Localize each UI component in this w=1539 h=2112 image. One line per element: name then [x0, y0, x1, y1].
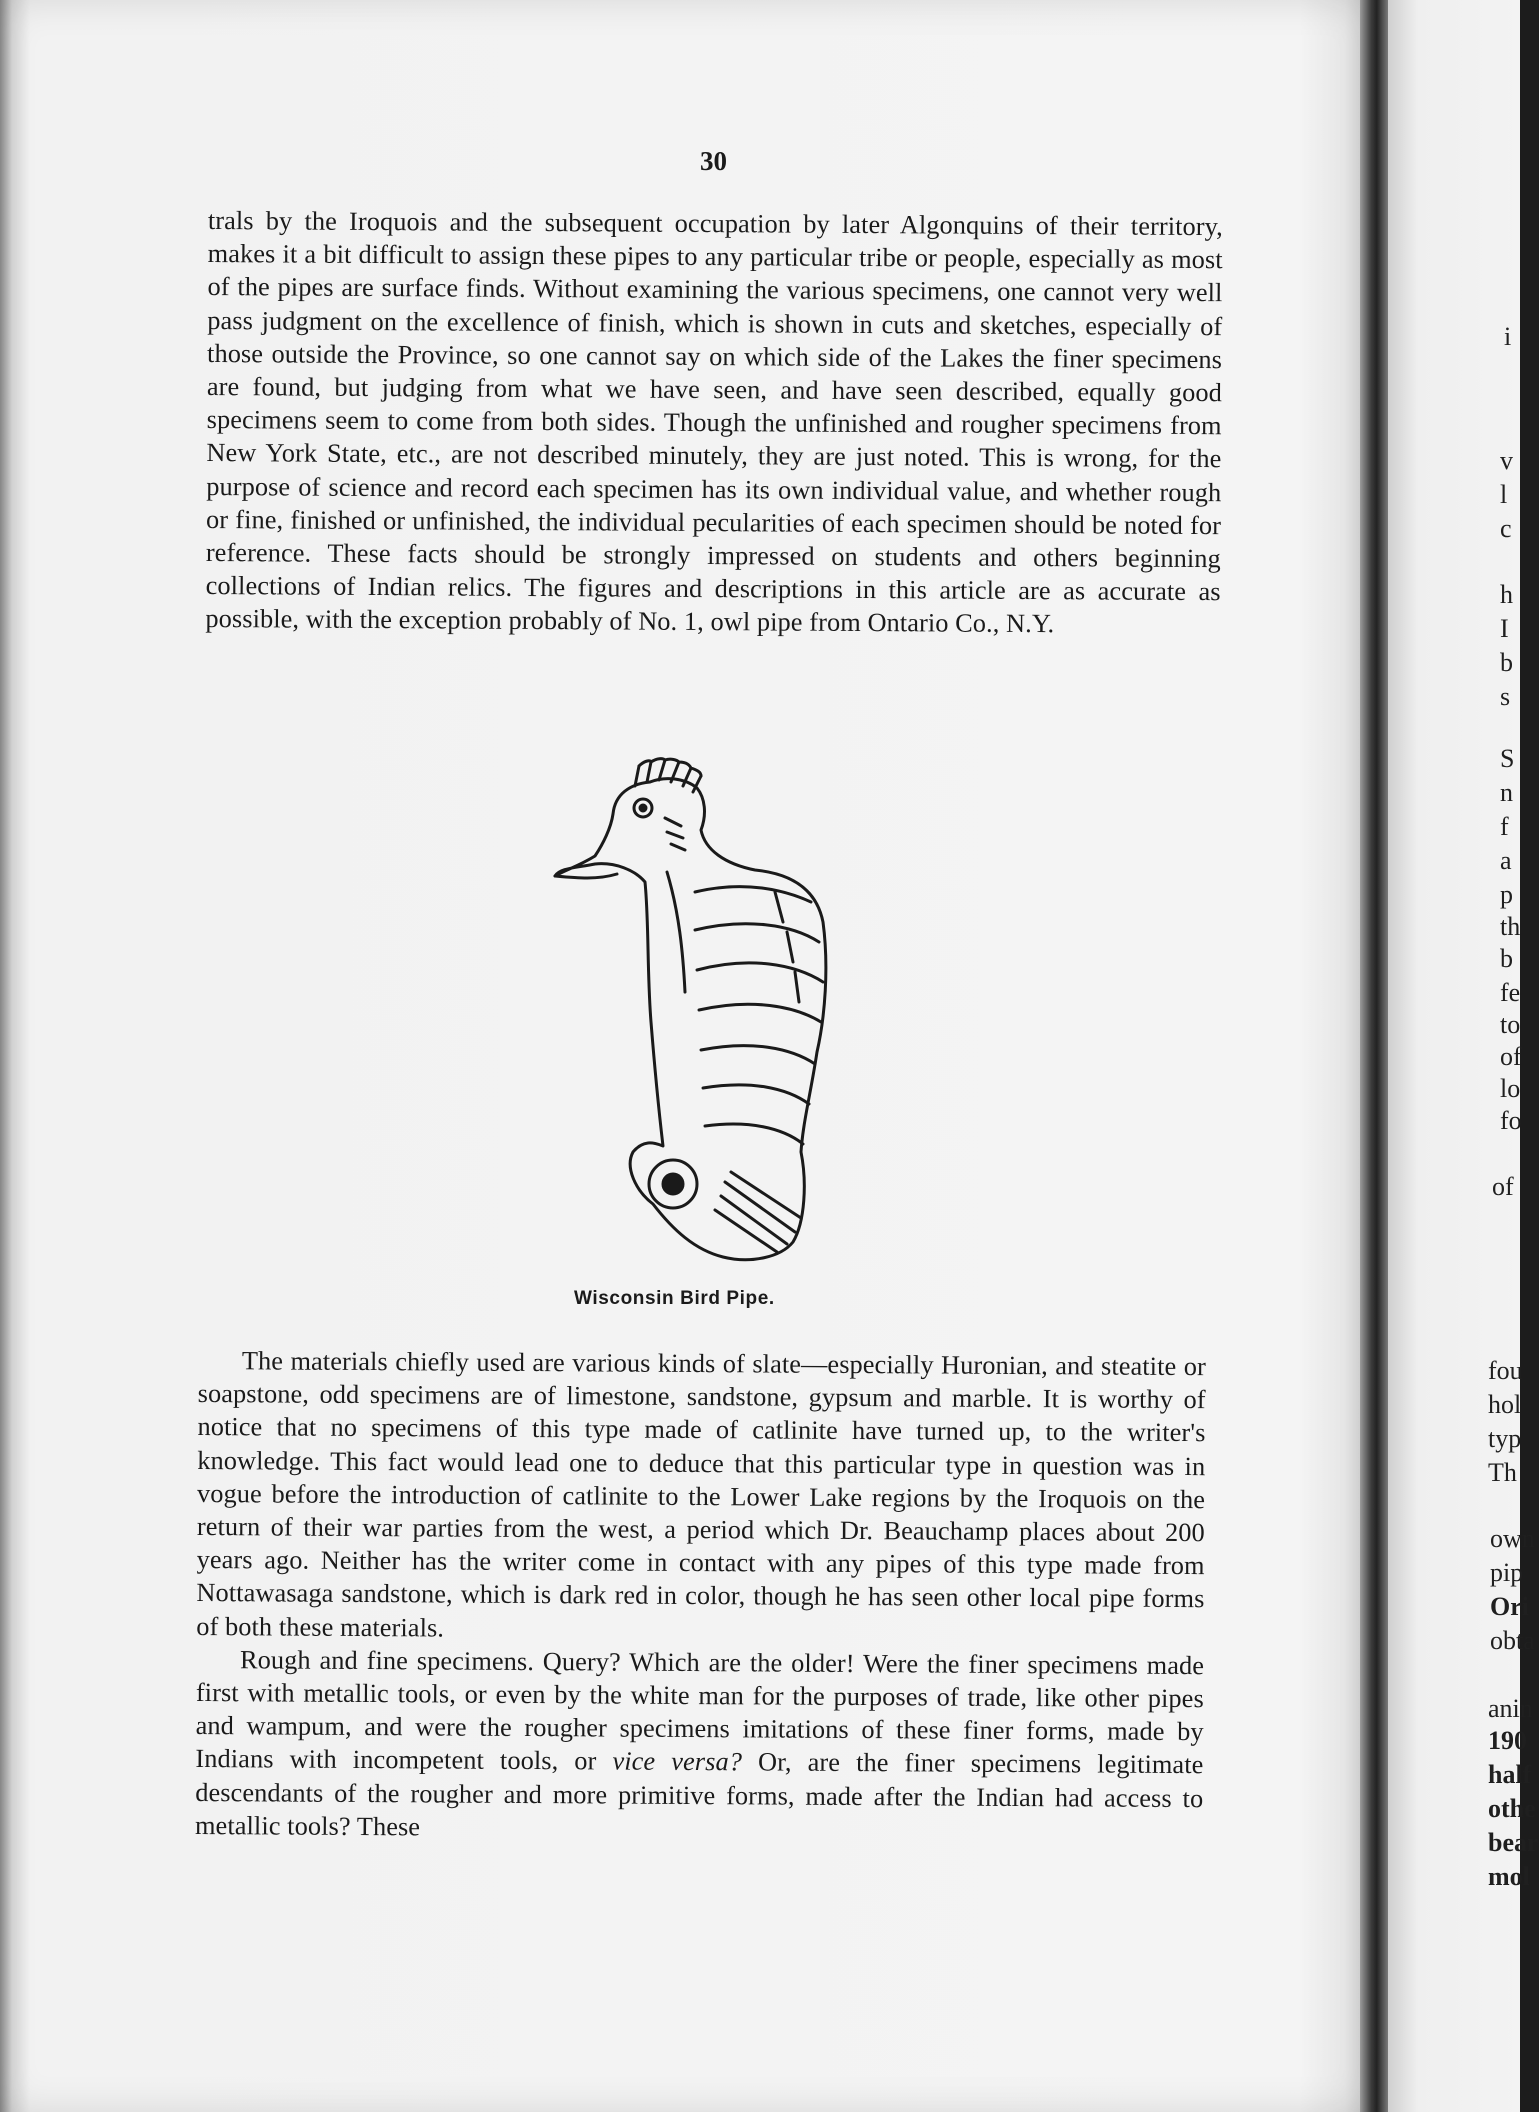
paragraph-materials: The materials chiefly used are various kinds of slate—especially Huronian, and steatite or soapstone, odd specimens are of limestone, sandstone, gypsum and marble. It is worthy of notice that no specimens of this type made of catlinite have turned up, to the writer's knowledge. This fact would lead one to deduce that this particular type in question was in vogue before the introduction of catlinite to the Lower Lake regions by the Iroquois on the return of their war parties from the west, a period which Dr. Beauchamp places about 200 years ago. Neither has the writer come in contact with any pipes of this type made from Nottawasaga sandstone, which is dark red in color, though he has seen other local pipe forms of both these materials.: [196, 1346, 1206, 1643]
facing-page-fragment: S: [1500, 744, 1515, 773]
figure-caption: Wisconsin Bird Pipe.: [574, 1288, 775, 1309]
paragraph-rough-and-fine-emphasis: vice versa?: [612, 1746, 743, 1777]
facing-page-fragment: fou: [1488, 1356, 1523, 1385]
facing-page-fragment: v: [1500, 446, 1513, 475]
facing-page-fragment: th: [1500, 912, 1521, 941]
bird-pipe-illustration: [555, 752, 855, 1282]
facing-page-fragment: b: [1500, 944, 1513, 973]
book-gutter: [1360, 0, 1388, 2112]
facing-page-fragment: l: [1500, 480, 1508, 509]
bottom-text-block: [195, 1344, 1206, 1848]
facing-page-fragment: h: [1500, 580, 1513, 609]
facing-page-fragment: c: [1500, 514, 1512, 543]
facing-page-fragment: a: [1500, 846, 1512, 875]
facing-page-fragment: half: [1488, 1760, 1532, 1789]
facing-page-fragment: Ori: [1490, 1592, 1529, 1621]
facing-page-fragment: I: [1500, 614, 1509, 643]
facing-page-fragment: b: [1500, 648, 1513, 677]
facing-page-fragment: bear: [1488, 1828, 1539, 1857]
facing-page-fragment: s: [1500, 682, 1511, 711]
facing-page-fragment: of: [1500, 1042, 1522, 1071]
facing-page-fragment: mol: [1488, 1862, 1530, 1891]
facing-page-fragment: fe: [1500, 978, 1521, 1007]
facing-page-fragment: obta: [1490, 1626, 1535, 1655]
paragraph-continuation: trals by the Iroquois and the subsequent occupation by later Algonquins of their territory, makes it a bit difficult to assign these pipes to any particular tribe or people, especially as most of the pipes are surface finds. Without examining the various specimens, one cannot very well pass judgment on the excellence of finish, which is shown in cuts and sketches, especially of those outside the Province, so one cannot say on which side of the Lakes the finer specimens are found, but judging from what we have seen, and have seen described, equally good specimens seem to come from both sides. Though the unfinished and rougher specimens from New York State, etc., are not described minutely, they are just noted. This is wrong, for the purpose of science and record each specimen has its own individual value, and whether rough or fine, finished or unfinished, the individual pecularities of each specimen should be noted for reference. These facts should be strongly impressed on students and others beginning collections of Indian relics. The figures and descriptions in this article are as accurate as possible, with the exception probably of No. 1, owl pipe from Ontario Co., N.Y.: [205, 205, 1223, 639]
top-text-block: [205, 204, 1223, 642]
facing-page-fragment: n: [1500, 778, 1513, 807]
page-number: 30: [700, 146, 727, 176]
paragraph-rough-and-fine: [195, 1643, 1204, 1848]
facing-page-edge: [1388, 0, 1539, 2112]
facing-page-fragment: typ: [1488, 1424, 1522, 1453]
paragraph-rough-and-fine-text-a: Rough and fine specimens. Query? Which are the older! Were the finer specimens made first with metallic tools, or even by the white man for the purposes of trade, like other pipes and wampum, and were the rougher specimens imitations of these finer forms, made by Indians with incompetent tools, or: [195, 1645, 1205, 1776]
facing-page-fragment: Th: [1488, 1458, 1517, 1487]
facing-page-fragment: hol: [1488, 1390, 1522, 1419]
facing-page-fragment: fo: [1500, 1106, 1522, 1135]
facing-page-fragment: f: [1500, 812, 1509, 841]
facing-page-fragment: p: [1500, 880, 1513, 909]
facing-page-fragment: pip: [1490, 1558, 1524, 1587]
facing-page-fragment: i: [1504, 322, 1512, 351]
facing-page-fragment: of: [1492, 1172, 1514, 1201]
facing-page-fragment: lo: [1500, 1074, 1521, 1103]
facing-page-fragment: anin: [1488, 1694, 1533, 1723]
facing-page-fragment: othe: [1488, 1794, 1536, 1823]
facing-page-fragment: to: [1500, 1010, 1521, 1039]
paragraph-rough-and-fine-text-b: Or, are the finer specimens legitimate descendants of the rougher and more primitive forms, made after the Indian had access to metallic tools? These: [194, 1747, 1204, 1842]
facing-page-fragment: own: [1490, 1524, 1535, 1553]
facing-page-fragment: 190: [1488, 1726, 1527, 1755]
